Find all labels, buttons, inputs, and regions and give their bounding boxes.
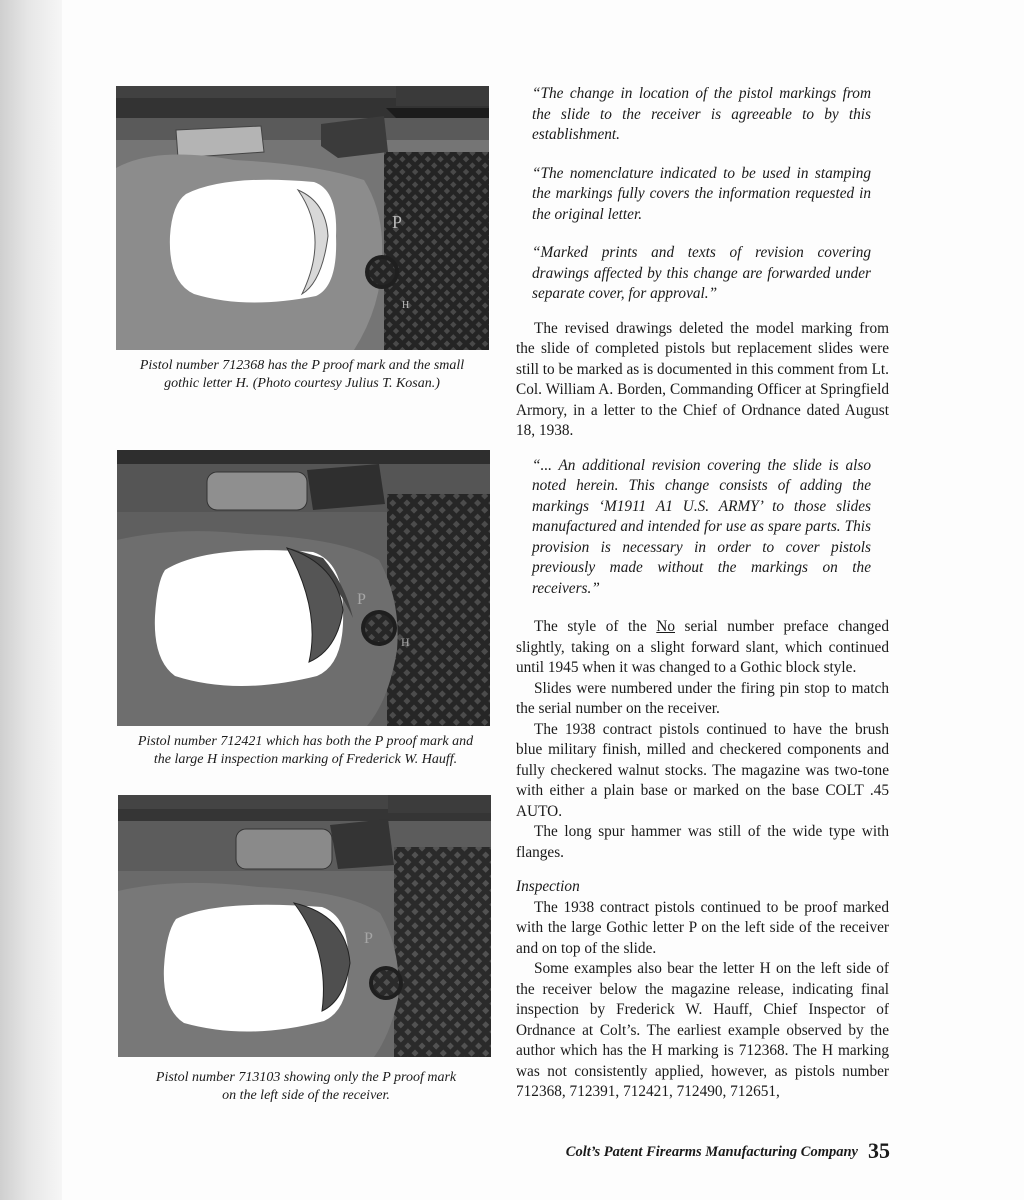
svg-text:H: H: [402, 300, 410, 311]
page-number: 35: [868, 1138, 890, 1163]
figure-caption-2: Pistol number 712421 which has both the P proof mark and the large H inspection marking of Frederick W. Hauff.: [137, 734, 474, 767]
body-paragraph-2: [516, 617, 889, 679]
pistol-photo-713103: [118, 795, 491, 1057]
pistol-photo-712421: [117, 450, 490, 726]
page-footer: [566, 1138, 890, 1164]
body-paragraph-7: Some examples also bear the letter H on the left side of the receiver below the magazine release, indicating final inspection by Frederick W. Hauff, Chief Inspector of Ordnance at Colt’s. The earliest example observed by the author which has the H marking is 712368. The H marking was not consistently applied, however, as pistols number 712368, 712391, 712421, 712490, 712651,: [516, 960, 889, 1100]
text-fragment: serial number preface changed slightly, taking on a slight forward slant, which continued until 1945 when it was changed to a Gothic block style.: [516, 618, 889, 676]
text-fragment: The style of the: [534, 618, 647, 635]
figure-caption-1: Pistol number 712368 has the P proof mark and the small gothic letter H. (Photo courtesy Julius T. Kosan.): [139, 358, 465, 391]
body-paragraph-1: The revised drawings deleted the model marking from the slide of completed pistols but replacement slides were still to be marked as is documented in this comment from Lt. Col. William A. Borden, Commanding Officer at Springfield Armory, in a letter to the Chief of Ordnance dated August 18, 1938.: [516, 319, 890, 439]
quote-paragraph-4: “... An additional revision covering the slide is also noted herein. This change consists of adding the markings ‘M1911 A1 U.S. ARMY’ to those slides manufactured and intended for use as spare parts. This provision is necessary in order to cover pistols previously made without the markings on the receivers.”: [532, 456, 871, 597]
body-paragraph-3: Slides were numbered under the firing pin stop to match the serial number on the receiver.: [516, 679, 889, 717]
body-text-column: [516, 84, 889, 1103]
book-gutter-shadow: [0, 0, 62, 1200]
body-paragraph-4: The 1938 contract pistols continued to have the brush blue military finish, milled and checkered components and fully checkered walnut stocks. The magazine was two-tone with either a plain base or marked on the base COLT .45 AUTO.: [516, 720, 889, 820]
svg-text:P: P: [357, 591, 366, 608]
section-heading-inspection: Inspection: [516, 878, 580, 895]
quote-paragraph-2: “The nomenclature indicated to be used in stamping the markings fully covers the information requested in the original letter.: [532, 164, 871, 223]
figure-caption-3: Pistol number 713103 showing only the P proof mark on the left side of the receiver.: [155, 1070, 457, 1103]
quote-paragraph-1: “The change in location of the pistol markings from the slide to the receiver is agreeable to by this establishment.: [532, 85, 871, 143]
body-paragraph-5: The long spur hammer was still of the wide type with flanges.: [516, 823, 889, 861]
body-paragraph-6: The 1938 contract pistols continued to be proof marked with the large Gothic letter P on the left side of the receiver and on top of the slide.: [516, 898, 889, 957]
quote-paragraph-3: “Marked prints and texts of revision covering drawings affected by this change are forwarded under separate cover, for approval.”: [532, 244, 871, 302]
svg-text:H: H: [401, 635, 410, 649]
number-symbol: No: [656, 618, 675, 635]
svg-text:P: P: [364, 930, 373, 947]
pistol-photo-712368: [116, 86, 489, 350]
svg-text:P: P: [392, 212, 403, 232]
running-footer-title: Colt’s Patent Firearms Manufacturing Company: [565, 1144, 858, 1160]
